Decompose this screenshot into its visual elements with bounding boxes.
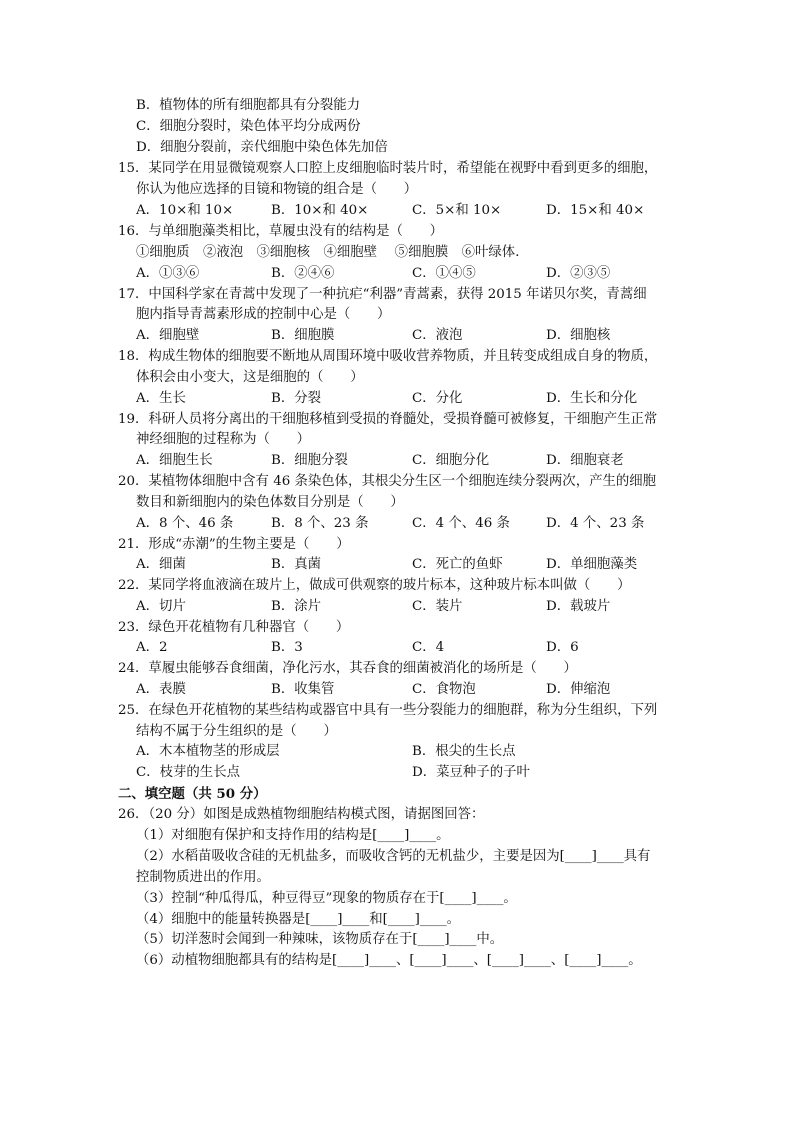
question-21: 21．形成“赤潮”的生物主要是（ ）: [118, 537, 350, 552]
question-25-cont: 结构不属于分生组织的是（ ）: [136, 724, 337, 739]
option-c: C．分化: [412, 391, 463, 406]
question-16-cont: ①细胞质 ②液泡 ③细胞核 ④细胞壁 ⑤细胞膜 ⑥叶绿体．: [136, 245, 529, 260]
q26-sub-6: （6）动植物细胞都具有的结构是[____]____、[____]____、[____]____、[____]____。: [136, 953, 642, 968]
question-19-cont: 神经细胞的过程称为（ ）: [136, 432, 311, 447]
question-25: 25．在绿色开花植物的某些结构或器官中具有一些分裂能力的细胞群，称为分生组织，下列: [118, 703, 658, 718]
option-c: C．装片: [412, 599, 463, 614]
option-d: D．生长和分化: [546, 391, 638, 406]
option-d: D．②③⑤: [546, 266, 611, 281]
question-20: 20．某植物体细胞中含有 46 条染色体，其根尖分生区一个细胞连续分裂两次，产生的细胞: [118, 474, 657, 489]
option-b: B．分裂: [271, 391, 322, 406]
question-15: 15．某同学在用显微镜观察人口腔上皮细胞临时装片时，希望能在视野中看到更多的细胞，: [118, 161, 658, 176]
q14-option-d: D．细胞分裂前，亲代细胞中染色体先加倍: [136, 140, 388, 155]
option-d: D．4 个、23 条: [546, 516, 645, 531]
option-c: C．枝芽的生长点: [136, 765, 240, 780]
question-19: 19．科研人员将分离出的干细胞移植到受损的脊髓处，受损脊髓可被修复，干细胞产生正常: [118, 412, 658, 427]
option-b: B．10×和 40×: [271, 203, 369, 218]
option-b: B．根尖的生长点: [412, 744, 516, 759]
q26-sub-5: （5）切洋葱时会闻到一种辣味，该物质存在于[____]____中。: [136, 932, 504, 947]
question-17-cont: 胞内指导青蒿素形成的控制中心是（ ）: [136, 307, 391, 322]
option-b: B．细胞膜: [271, 328, 335, 343]
option-a: A．细菌: [136, 557, 186, 572]
option-c: C．食物泡: [412, 682, 476, 697]
option-d: D．细胞衰老: [546, 453, 624, 468]
option-a: A．木本植物茎的形成层: [136, 744, 280, 759]
question-16: 16．与单细胞藻类相比，草履虫没有的结构是（ ）: [118, 224, 444, 239]
option-b: B．真菌: [271, 557, 322, 572]
q14-option-c: C．细胞分裂时，染色体平均分成两份: [136, 119, 361, 134]
option-c: C．4: [412, 640, 445, 655]
question-26: 26．（20 分）如图是成熟植物细胞结构模式图，请据图回答：: [118, 807, 485, 822]
question-20-cont: 数目和新细胞内的染色体数目分别是（ ）: [136, 495, 404, 510]
question-23: 23．绿色开花植物有几种器官（ ）: [118, 620, 350, 635]
option-d: D．单细胞藻类: [546, 557, 638, 572]
option-c: C．4 个、46 条: [412, 516, 510, 531]
option-a: A．2: [136, 640, 168, 655]
option-c: C．死亡的鱼虾: [412, 557, 503, 572]
q26-sub-1: （1）对细胞有保护和支持作用的结构是[____]____。: [136, 828, 450, 843]
q26-sub-2-cont: 控制物质进出的作用。: [136, 870, 270, 885]
question-18-cont: 体积会由小变大，这是细胞的（ ）: [136, 370, 364, 385]
option-d: D．细胞核: [546, 328, 611, 343]
question-22: 22．某同学将血液滴在玻片上，做成可供观察的玻片标本，这种玻片标本叫做（ ）: [118, 578, 631, 593]
option-a: A．表膜: [136, 682, 186, 697]
option-b: B．收集管: [271, 682, 335, 697]
option-b: B．3: [271, 640, 303, 655]
option-a: A．10×和 10×: [136, 203, 234, 218]
q26-sub-3: （3）控制“种瓜得瓜，种豆得豆”现象的物质存在于[____]____。: [136, 891, 517, 906]
option-c: C．①④⑤: [412, 266, 476, 281]
option-a: A．8 个、46 条: [136, 516, 234, 531]
question-15-cont: 你认为他应选择的目镜和物镜的组合是（ ）: [136, 182, 418, 197]
option-a: A．切片: [136, 599, 186, 614]
option-d: D．伸缩泡: [546, 682, 611, 697]
option-c: C．液泡: [412, 328, 463, 343]
option-a: A．细胞壁: [136, 328, 200, 343]
option-d: D．15×和 40×: [546, 203, 645, 218]
option-d: D．菜豆种子的子叶: [412, 765, 530, 780]
option-c: C．5×和 10×: [412, 203, 502, 218]
option-b: B．细胞分裂: [271, 453, 348, 468]
question-24: 24．草履虫能够吞食细菌，净化污水，其吞食的细菌被消化的场所是（ ）: [118, 661, 577, 676]
option-a: A．细胞生长: [136, 453, 213, 468]
option-a: A．生长: [136, 391, 186, 406]
option-d: D．6: [546, 640, 579, 655]
q26-sub-4: （4）细胞中的能量转换器是[____]____和[____]____。: [136, 912, 461, 927]
q26-sub-2: （2）水稻苗吸收含硅的无机盐多，而吸收含钙的无机盐少，主要是因为[____]____具有: [136, 849, 651, 864]
option-c: C．细胞分化: [412, 453, 490, 468]
option-b: B．涂片: [271, 599, 322, 614]
q14-option-b: B．植物体的所有细胞都具有分裂能力: [136, 98, 361, 113]
question-18: 18．构成生物体的细胞要不断地从周围环境中吸收营养物质，并且转变成组成自身的物质，: [118, 349, 658, 364]
option-a: A．①③⑥: [136, 266, 200, 281]
option-b: B．8 个、23 条: [271, 516, 369, 531]
section-heading: 二、填空题（共 50 分）: [118, 786, 267, 802]
option-d: D．载玻片: [546, 599, 611, 614]
question-17: 17．中国科学家在青蒿中发现了一种抗疟“利器”青蒿素，获得 2015 年诺贝尔奖，青蒿细: [118, 287, 647, 302]
option-b: B．②④⑥: [271, 266, 335, 281]
